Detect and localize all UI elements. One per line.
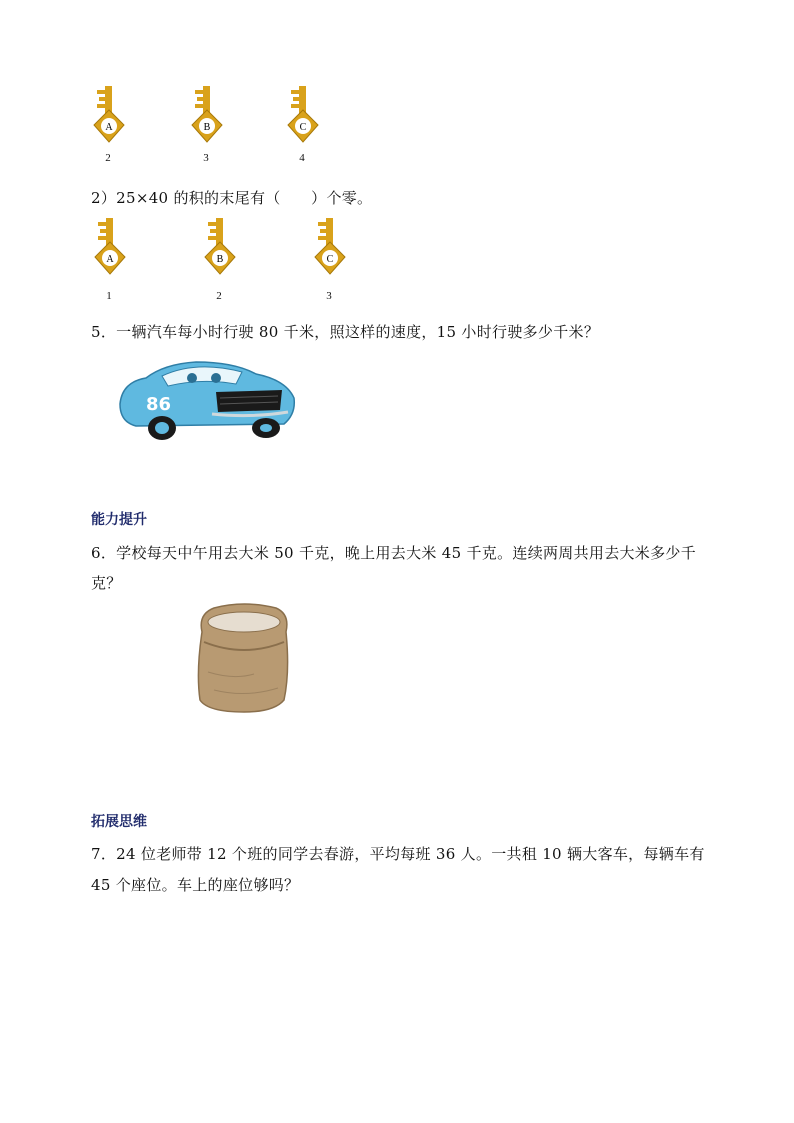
- svg-text:B: B: [216, 254, 224, 265]
- key-icon-b: [199, 216, 243, 300]
- question-2-sub: 2）25×40 的积的末尾有（ ）个零。: [91, 189, 373, 207]
- question-7-line-1: 7．24 位老师带 12 个班的同学去春游，平均每班 36 人。一共租 10 辆大客车，每辆车有: [91, 845, 705, 863]
- svg-text:C: C: [299, 122, 307, 133]
- svg-text:B: B: [203, 122, 211, 133]
- key-number: 4: [299, 152, 305, 164]
- key-number: 1: [106, 290, 112, 302]
- key-number: 2: [105, 152, 111, 164]
- question-5: 5．一辆汽车每小时行驶 80 千米，照这样的速度，15 小时行驶多少千米？: [91, 323, 600, 341]
- car-number: 86: [146, 394, 172, 415]
- question-6-line-1: 6．学校每天中午用去大米 50 千克，晚上用去大米 45 千克。连续两周共用去大米多少千: [91, 544, 696, 562]
- question-7-line-2: 45 个座位。车上的座位够吗？: [91, 876, 300, 894]
- key-icon-c: [309, 216, 353, 300]
- rice-sack-image: [194, 602, 292, 716]
- question-6-line-2: 克？: [91, 574, 122, 592]
- section-heading-extend: 拓展思维: [91, 814, 147, 830]
- key-icon-a: [89, 216, 133, 300]
- key-number: 3: [203, 152, 209, 164]
- svg-text:A: A: [105, 122, 113, 133]
- section-heading-ability: 能力提升: [91, 512, 147, 528]
- svg-text:A: A: [106, 254, 114, 265]
- car-image: [116, 352, 298, 444]
- svg-text:C: C: [326, 254, 334, 265]
- key-number: 3: [326, 290, 332, 302]
- key-number: 2: [216, 290, 222, 302]
